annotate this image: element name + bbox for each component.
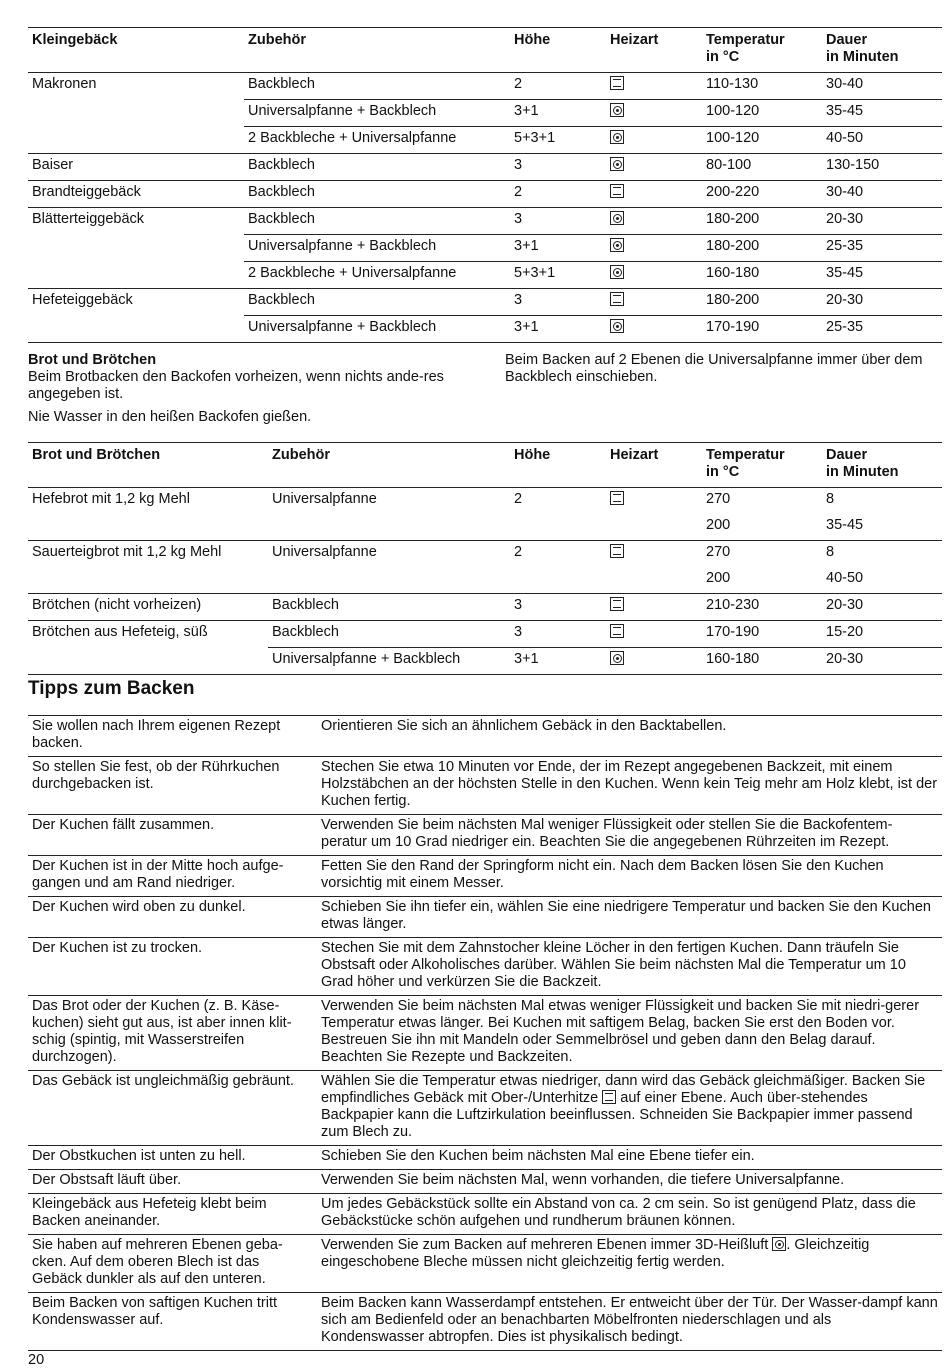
cell-dauer: 40-50 — [822, 127, 942, 154]
cell-zub: Universalpfanne + Backblech — [244, 316, 510, 343]
cell-temp: 160-180 — [702, 262, 822, 289]
header-brot: Brot und Brötchen — [28, 443, 268, 488]
cell-hoehe: 3 — [510, 289, 606, 316]
cell-dauer: 8 — [826, 491, 835, 507]
cell-dauer: 20-30 — [822, 648, 942, 675]
brot-text-section — [28, 352, 942, 432]
top-bottom-heat-icon — [610, 184, 624, 198]
cell-cat: Sauerteigbrot mit 1,2 kg Mehl — [28, 541, 268, 568]
cell-heiz — [606, 488, 702, 515]
cell-zub: Backblech — [268, 594, 510, 621]
hot-air-3d-icon — [610, 265, 624, 279]
cell-zub: Backblech — [248, 76, 315, 92]
tip-solution: Verwenden Sie beim nächsten Mal weniger Flüssigkeit oder stellen Sie die Backofentem-peratur um 10 Grad niedriger ein. Beachten Sie die angegebenen Rührzeiten im Rezept. — [317, 815, 942, 856]
top-bottom-heat-icon — [610, 544, 624, 558]
cell-zub: 2 Backbleche + Universalpfanne — [244, 262, 510, 289]
header-temperatur: Temperatur in °C — [702, 443, 822, 488]
cell-hoehe: 3 — [510, 594, 606, 621]
cell-hoehe: 3+1 — [510, 648, 606, 675]
hot-air-3d-icon — [610, 157, 624, 171]
brot-heading: Brot und Brötchen — [28, 352, 157, 368]
hot-air-3d-icon — [610, 103, 624, 117]
cell-cat — [28, 514, 268, 541]
tip-solution: Um jedes Gebäckstück sollte ein Abstand von ca. 2 cm sein. So ist genügend Platz, dass die Gebäckstücke schön aufgehen und rundherum bräunen können. — [317, 1194, 942, 1235]
tip-problem: Das Brot oder der Kuchen (z. B. Käse-kuchen) sieht gut aus, ist aber innen klit-schig (spintig, mit Wasserstreifen durchzogen). — [28, 996, 317, 1071]
cell-dauer: 20-30 — [822, 208, 942, 235]
cell-temp: 180-200 — [702, 289, 822, 316]
tipps-table-wrap — [28, 715, 942, 1351]
cell-heiz — [606, 541, 702, 568]
list-item — [28, 897, 942, 938]
cell-heiz — [606, 100, 702, 127]
header-zubehoer: Zubehör — [268, 443, 510, 488]
header-hoehe: Höhe — [510, 443, 606, 488]
cell-heiz — [606, 262, 702, 289]
cell-heiz — [606, 648, 702, 675]
cell-zub — [268, 567, 510, 594]
tip-problem: Beim Backen von saftigen Kuchen tritt Kondenswasser auf. — [28, 1293, 317, 1351]
cell-temp: 170-190 — [702, 621, 822, 648]
cell-zub — [268, 514, 510, 541]
kleingebaeck-section — [28, 27, 942, 343]
tip-problem: Sie haben auf mehreren Ebenen geba-cken. Auf dem oberen Blech ist das Gebäck dunkler als auf den unteren. — [28, 1235, 317, 1293]
tip-problem: Der Obstkuchen ist unten zu hell. — [28, 1146, 317, 1170]
cell-temp: 170-190 — [702, 316, 822, 343]
cell-temp: 160-180 — [702, 648, 822, 675]
cell-heiz — [606, 567, 702, 594]
tip-solution: Beim Backen kann Wasserdampf entstehen. Er entweicht über der Tür. Der Wasser-dampf kann sich am Bedienfeld oder an benachbarten Möbelfronten niederschlagen und als Kondenswasser abtropfen. Dies ist physikalisch bedingt. — [317, 1293, 942, 1351]
top-bottom-heat-icon — [610, 624, 624, 638]
cell-temp: 100-120 — [702, 127, 822, 154]
cell-dauer: 35-45 — [826, 517, 864, 533]
table-row — [28, 127, 942, 154]
tipps-title: Tipps zum Backen — [28, 678, 195, 699]
top-bottom-heat-icon — [610, 292, 624, 306]
header-zubehoer: Zubehör — [244, 28, 510, 73]
header-dauer: Dauer in Minuten — [822, 443, 942, 488]
cell-cat — [28, 127, 244, 154]
table-row — [28, 648, 942, 675]
cell-dauer: 40-50 — [826, 570, 864, 586]
tip-solution: Schieben Sie ihn tiefer ein, wählen Sie eine niedrigere Temperatur und backen Sie den Kuchen etwas länger. — [317, 897, 942, 938]
tip-problem: So stellen Sie fest, ob der Rührkuchen durchgebacken ist. — [28, 757, 317, 815]
cell-heiz — [606, 621, 702, 648]
hot-air-3d-icon — [610, 651, 624, 665]
list-item — [28, 938, 942, 996]
header-kleingebaeck: Kleingebäck — [28, 28, 244, 73]
table-row — [28, 100, 942, 127]
cell-hoehe — [510, 514, 606, 541]
cell-zub: Backblech — [244, 208, 510, 235]
cell-dauer: 35-45 — [822, 100, 942, 127]
top-bottom-heat-icon — [610, 597, 624, 611]
tip-solution: Verwenden Sie beim nächsten Mal, wenn vorhanden, die tiefere Universalpfanne. — [317, 1170, 942, 1194]
cell-cat: Brötchen (nicht vorheizen) — [28, 594, 268, 621]
cell-dauer: 20-30 — [822, 289, 942, 316]
table-row — [28, 621, 942, 648]
tip-solution — [317, 1071, 942, 1146]
cell-cat — [28, 567, 268, 594]
cell-hoehe: 2 — [510, 541, 606, 568]
cell-cat: Brandteiggebäck — [28, 181, 244, 208]
tip-problem: Der Kuchen ist zu trocken. — [28, 938, 317, 996]
cell-hoehe: 5+3+1 — [510, 262, 606, 289]
cell-cat — [28, 316, 244, 343]
cell-cat — [28, 235, 244, 262]
tip-solution-part-1: Wählen Sie die Temperatur etwas niedriger, dann wird das Gebäck gleichmäßiger. Backen Sie empfindliches Gebäck mit Ober-/Unterhitze — [321, 1073, 926, 1106]
list-item — [28, 1293, 942, 1351]
cell-zub: Universalpfanne — [268, 541, 510, 568]
cell-dauer: 30-40 — [822, 181, 942, 208]
cell-zub: Universalpfanne + Backblech — [268, 648, 510, 675]
cell-zub: Universalpfanne — [272, 491, 377, 507]
cell-temp: 200-220 — [702, 181, 822, 208]
table-row — [28, 181, 942, 208]
cell-hoehe: 3+1 — [510, 316, 606, 343]
cell-zub: 2 Backbleche + Universalpfanne — [244, 127, 510, 154]
table-row — [28, 594, 942, 621]
tip-solution-part-1: Verwenden Sie zum Backen auf mehreren Ebenen immer 3D-Heißluft — [321, 1237, 769, 1253]
list-item — [28, 1146, 942, 1170]
cell-heiz — [606, 594, 702, 621]
hot-air-3d-icon — [610, 211, 624, 225]
header-hoehe: Höhe — [510, 28, 606, 73]
tip-problem: Der Kuchen fällt zusammen. — [28, 815, 317, 856]
tip-solution: Orientieren Sie sich an ähnlichem Gebäck in den Backtabellen. — [321, 718, 727, 734]
list-item — [28, 815, 942, 856]
cell-temp: 180-200 — [702, 235, 822, 262]
cell-cat: Hefeteiggebäck — [28, 289, 244, 316]
table-row — [28, 316, 942, 343]
tip-solution — [317, 1235, 942, 1293]
header-heizart: Heizart — [606, 443, 702, 488]
cell-hoehe: 3+1 — [510, 100, 606, 127]
tip-solution: Stechen Sie mit dem Zahnstocher kleine Löcher in den fertigen Kuchen. Dann träufeln Sie Obstsaft oder Alkoholisches darüber. Wählen Sie beim nächsten Mal die Temperatur um 10 Grad höher und verkürzen Sie die Backzeit. — [317, 938, 942, 996]
table-row — [28, 289, 942, 316]
list-item — [28, 1071, 942, 1146]
cell-temp: 200 — [706, 517, 731, 533]
cell-dauer: 35-45 — [822, 262, 942, 289]
cell-zub: Backblech — [244, 289, 510, 316]
cell-zub: Backblech — [244, 154, 510, 181]
tip-solution: Verwenden Sie beim nächsten Mal etwas weniger Flüssigkeit und backen Sie mit niedri-gerer Temperatur etwas länger. Bei Kuchen mit saftigem Belag, backen Sie erst den Boden vor. Bestreuen Sie ihn mit Mandeln oder Semmelbrösel und geben dann den Belag darauf. Beachten Sie Rezepte und Backzeiten. — [317, 996, 942, 1071]
cell-hoehe: 2 — [514, 76, 523, 92]
tip-problem: Der Kuchen wird oben zu dunkel. — [28, 897, 317, 938]
cell-hoehe: 2 — [510, 181, 606, 208]
brot-paragraph-3: Beim Backen auf 2 Ebenen die Universalpfanne immer über dem Backblech einschieben. — [505, 352, 923, 385]
cell-heiz — [606, 514, 702, 541]
cell-dauer: 30-40 — [826, 76, 864, 92]
tip-solution-part-2: auf einer Ebene. Auch über-stehendes Backpapier kann die Luftzirkulation beeinflussen. Schneiden Sie Backpapier immer passend zum Blech zu. — [321, 1090, 913, 1140]
cell-cat — [28, 262, 244, 289]
list-item — [28, 856, 942, 897]
cell-dauer: 25-35 — [822, 316, 942, 343]
top-bottom-heat-icon — [610, 76, 624, 90]
table-row — [28, 541, 942, 568]
table-row — [28, 514, 942, 541]
header-heizart: Heizart — [606, 28, 702, 73]
cell-hoehe: 2 — [514, 491, 523, 507]
tipps-table — [28, 715, 942, 1351]
tip-solution: Fetten Sie den Rand der Springform nicht ein. Nach dem Backen lösen Sie den Kuchen vorsichtig mit einem Messer. — [317, 856, 942, 897]
top-bottom-heat-icon — [610, 491, 624, 505]
cell-hoehe — [510, 567, 606, 594]
list-item — [28, 1235, 942, 1293]
cell-temp: 100-120 — [702, 100, 822, 127]
cell-temp: 210-230 — [702, 594, 822, 621]
header-temperatur: Temperatur in °C — [702, 28, 822, 73]
table-row — [28, 208, 942, 235]
cell-heiz — [606, 73, 702, 100]
brot-paragraph-1: Beim Brotbacken den Backofen vorheizen, wenn nichts ande-res angegeben ist. — [28, 369, 444, 402]
cell-cat — [28, 648, 268, 675]
cell-cat: Makronen — [32, 76, 97, 92]
cell-heiz — [606, 289, 702, 316]
top-bottom-heat-icon — [602, 1090, 616, 1104]
table-row — [28, 262, 942, 289]
list-item — [28, 1194, 942, 1235]
list-item — [28, 996, 942, 1071]
page-number: 20 — [28, 1352, 45, 1368]
cell-heiz — [606, 235, 702, 262]
cell-zub: Universalpfanne + Backblech — [244, 235, 510, 262]
cell-cat: Hefebrot mit 1,2 kg Mehl — [32, 491, 190, 507]
brot-table — [28, 442, 942, 675]
cell-temp: 80-100 — [702, 154, 822, 181]
list-item — [28, 716, 942, 757]
cell-cat: Blätterteiggebäck — [28, 208, 244, 235]
cell-temp: 200 — [706, 570, 731, 586]
cell-dauer: 130-150 — [822, 154, 942, 181]
cell-temp: 180-200 — [702, 208, 822, 235]
cell-zub: Backblech — [268, 621, 510, 648]
cell-heiz — [606, 316, 702, 343]
tip-problem: Kleingebäck aus Hefeteig klebt beim Backen aneinander. — [28, 1194, 317, 1235]
hot-air-3d-icon — [772, 1237, 786, 1251]
cell-dauer: 25-35 — [822, 235, 942, 262]
cell-hoehe: 3 — [510, 621, 606, 648]
cell-heiz — [606, 208, 702, 235]
table-row — [28, 488, 942, 515]
tip-solution: Schieben Sie den Kuchen beim nächsten Mal eine Ebene tiefer ein. — [317, 1146, 942, 1170]
cell-hoehe: 3 — [510, 154, 606, 181]
cell-hoehe: 3 — [510, 208, 606, 235]
cell-dauer: 20-30 — [822, 594, 942, 621]
brot-paragraph-2: Nie Wasser in den heißen Backofen gießen. — [28, 409, 312, 425]
kleingebaeck-table — [28, 27, 942, 343]
cell-zub: Universalpfanne + Backblech — [244, 100, 510, 127]
table-row — [28, 154, 942, 181]
cell-zub: Backblech — [244, 181, 510, 208]
cell-cat: Brötchen aus Hefeteig, süß — [28, 621, 268, 648]
tip-problem: Das Gebäck ist ungleichmäßig gebräunt. — [28, 1071, 317, 1146]
cell-hoehe: 3+1 — [510, 235, 606, 262]
cell-hoehe: 5+3+1 — [510, 127, 606, 154]
tip-problem: Der Obstsaft läuft über. — [28, 1170, 317, 1194]
hot-air-3d-icon — [610, 238, 624, 252]
cell-dauer: 8 — [822, 541, 942, 568]
hot-air-3d-icon — [610, 130, 624, 144]
brot-section — [28, 442, 942, 675]
tip-problem: Der Kuchen ist in der Mitte hoch aufge-gangen und am Rand niedriger. — [28, 856, 317, 897]
cell-temp: 270 — [702, 541, 822, 568]
header-dauer: Dauer in Minuten — [822, 28, 942, 73]
list-item — [28, 1170, 942, 1194]
table-header-row — [28, 28, 942, 73]
hot-air-3d-icon — [610, 319, 624, 333]
tipps-section — [28, 678, 942, 700]
cell-cat — [28, 100, 244, 127]
cell-heiz — [606, 127, 702, 154]
table-row — [28, 567, 942, 594]
cell-heiz — [606, 154, 702, 181]
cell-cat: Baiser — [28, 154, 244, 181]
cell-temp: 270 — [706, 491, 731, 507]
table-row — [28, 235, 942, 262]
tip-problem: Sie wollen nach Ihrem eigenen Rezept backen. — [32, 718, 281, 751]
cell-heiz — [606, 181, 702, 208]
tip-solution: Stechen Sie etwa 10 Minuten vor Ende, der im Rezept angegebenen Backzeit, mit einem Holzstäbchen an der höchsten Stelle in den Kuchen. Wenn kein Teig mehr am Holz klebt, ist der Kuchen fertig. — [317, 757, 942, 815]
list-item — [28, 757, 942, 815]
tip-solution-part-2: . Gleichzeitig eingeschobene Bleche müssen nicht gleichzeitig fertig werden. — [321, 1237, 870, 1270]
cell-temp: 110-130 — [706, 76, 759, 92]
table-header-row — [28, 443, 942, 488]
table-row — [28, 73, 942, 100]
cell-dauer: 15-20 — [822, 621, 942, 648]
